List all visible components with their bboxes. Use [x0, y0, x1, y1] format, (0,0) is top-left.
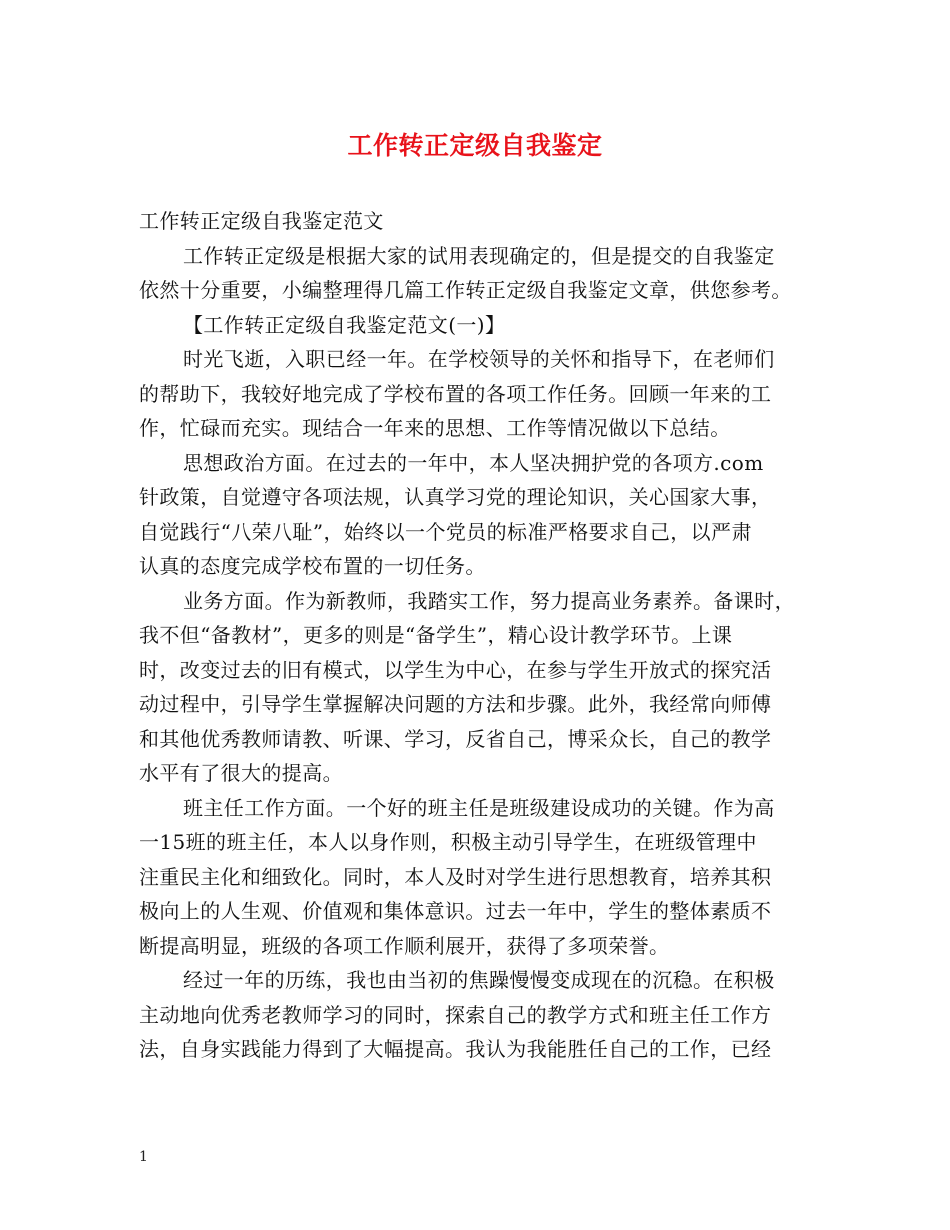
text-line: 班主任工作方面。一个好的班主任是班级建设成功的关键。作为高 [183, 795, 775, 820]
text-line: 断提高明显，班级的各项工作顺利展开，获得了多项荣誉。 [139, 933, 670, 958]
text-line: 极向上的人生观、价值观和集体意识。过去一年中，学生的整体素质不 [139, 899, 772, 923]
text-line: 一15班的班主任，本人以身作则，积极主动引导学生，在班级管理中 [139, 830, 757, 854]
text-line: 的帮助下，我较好地完成了学校布置的各项工作任务。回顾一年来的工 [139, 381, 772, 406]
text-line: 认真的态度完成学校布置的一切任务。 [139, 554, 486, 578]
page-number: 1 [139, 1149, 148, 1165]
text-line: 注重民主化和细致化。同时，本人及时对学生进行思想教育，培养其积 [139, 864, 772, 889]
text-line: 思想政治方面。在过去的一年中，本人坚决拥护党的各项方.com [183, 450, 764, 475]
text-line: 依然十分重要，小编整理得几篇工作转正定级自我鉴定文章，供您参考。 [139, 278, 792, 302]
text-line: 业务方面。作为新教师，我踏实工作，努力提高业务素养。备课时， [183, 588, 795, 613]
text-line: 针政策，自觉遵守各项法规，认真学习党的理论知识，关心国家大事， [139, 485, 772, 509]
text-line: 水平有了很大的提高。 [139, 761, 343, 785]
text-line: 自觉践行“八荣八耻”，始终以一个党员的标准严格要求自己，以严肃 [139, 519, 752, 544]
text-line: 法，自身实践能力得到了大幅提高。我认为我能胜任自己的工作，已经 [139, 1037, 772, 1061]
text-line: 动过程中，引导学生掌握解决问题的方法和步骤。此外，我经常向师傅 [139, 692, 772, 716]
document-body [139, 204, 815, 1067]
text-line: 经过一年的历练，我也由当初的焦躁慢慢变成现在的沉稳。在积极 [183, 968, 775, 992]
text-line: 时，改变过去的旧有模式，以学生为中心，在参与学生开放式的探究活 [139, 657, 772, 682]
document-title: 工作转正定级自我鉴定 [347, 131, 603, 160]
text-line: 我不但“备教材”，更多的则是“备学生”，精心设计教学环节。上课 [139, 623, 733, 647]
text-line: 主动地向优秀老教师学习的同时，探索自己的教学方式和班主任工作方 [139, 1002, 772, 1027]
text-line: 作，忙碌而充实。现结合一年来的思想、工作等情况做以下总结。 [139, 416, 731, 440]
text-line: 工作转正定级是根据大家的试用表现确定的，但是提交的自我鉴定 [183, 243, 775, 268]
text-line: 时光飞逝，入职已经一年。在学校领导的关怀和指导下，在老师们 [183, 347, 775, 371]
text-line: 【工作转正定级自我鉴定范文(一)】 [183, 312, 506, 337]
text-line: 工作转正定级自我鉴定范文 [139, 209, 384, 233]
text-line: 和其他优秀教师请教、听课、学习，反省自己，博采众长，自己的教学 [139, 726, 772, 751]
